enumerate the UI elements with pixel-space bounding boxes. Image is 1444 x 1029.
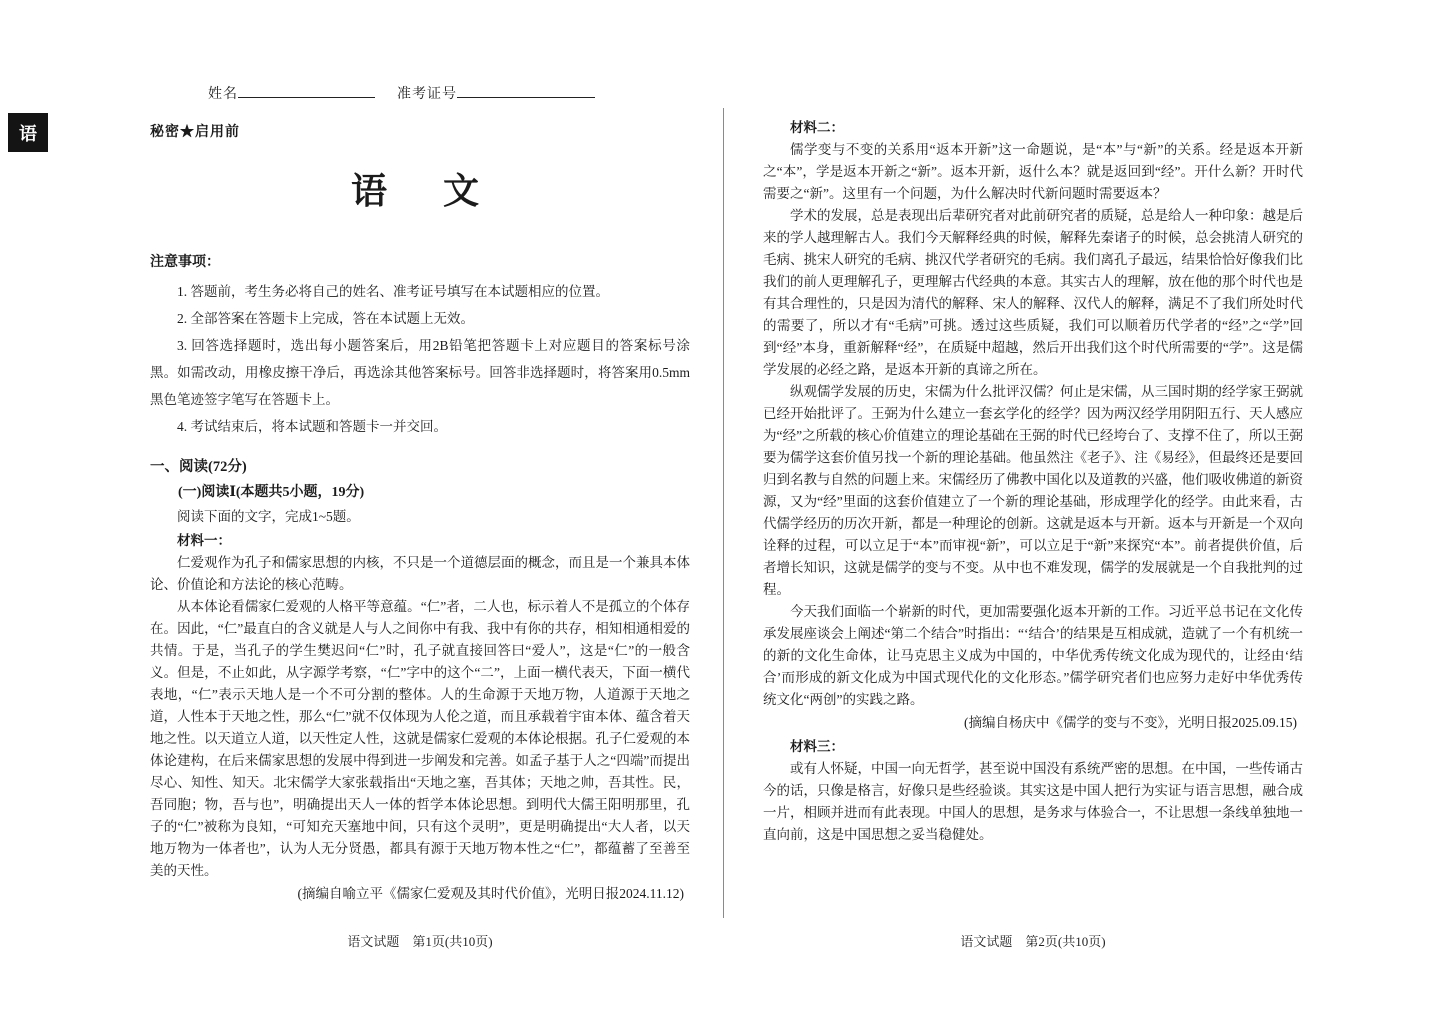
candidate-info-row	[208, 84, 690, 106]
material2-title: 材料二：	[790, 120, 844, 135]
paragraph: 3. 回答选择题时，选出每小题答案后，用2B铅笔把答题卡上对应题目的答案标号涂黑。如需改动，用橡皮擦干净后，再选涂其他答案标号。回答非选择题时，将答案用0.5mm黑色笔迹签字笔写在答题卡上。	[150, 338, 690, 407]
material1-title: 材料一：	[177, 533, 231, 548]
paragraph: 学术的发展，总是表现出后辈研究者对此前研究者的质疑，总是给人一种印象：越是后来的学人越理解古人。我们今天解释经典的时候，解释先秦诸子的时候，总会挑清人研究的毛病、挑宋人研究的毛病、挑汉代学者研究的毛病。我们离孔子最远，结果恰恰好像我们比我们的前人更理解孔子，更理解古代经典的本意。其实古人的理解，放在他的那个时代也是有其合理性的，只是因为清代的解释、宋人的解释、汉代人的解释，满足不了我们所处时代的需要了，所以才有“毛病”可挑。透过这些质疑，我们可以顺着历代学者的“经”之“学”回到“经”本身，重新解释“经”，在质疑中超越，然后开出我们这个时代所需要的“学”。这是儒学发展的必经之路，是返本开新的真谛之所在。	[763, 208, 1303, 377]
paragraph: 1. 答题前，考生务必将自己的姓名、准考证号填写在本试题相应的位置。	[177, 284, 609, 299]
notice-list	[150, 278, 690, 440]
paragraph: 仁爱观作为孔子和儒家思想的内核，不只是一个道德层面的概念，而且是一个兼具本体论、价值论和方法论的核心范畴。	[150, 555, 690, 592]
paragraph: 2. 全部答案在答题卡上完成，答在本试题上无效。	[177, 311, 474, 326]
page1-footer: 语文试题 第1页(共10页)	[347, 934, 493, 949]
material3-title: 材料三：	[790, 739, 844, 754]
section-heading-reading: 一、阅读(72分)	[150, 459, 247, 475]
secrecy-notice: 秘密★启用前	[150, 125, 240, 140]
subject-tab-label: 语	[19, 123, 37, 144]
reading-instruction: 阅读下面的文字，完成1~5题。	[177, 509, 360, 524]
subject-tab	[8, 113, 48, 152]
material1-source: (摘编自喻立平《儒家仁爱观及其时代价值》，光明日报2024.11.12)	[297, 886, 684, 901]
paragraph: 4. 考试结束后，将本试题和答题卡一并交回。	[177, 419, 447, 434]
paragraph: 今天我们面临一个崭新的时代，更加需要强化返本开新的工作。习近平总书记在文化传承发展座谈会上阐述“第二个结合”时指出：“‘结合’的结果是互相成就，造就了一个有机统一的新的文化生命体，让马克思主义成为中国的，中华优秀传统文化成为现代的，让经由‘结合’而形成的新文化成为中国式现代化的文化形态。”儒学研究者们也应努力走好中华优秀传统文化“两创”的实践之路。	[763, 604, 1303, 707]
paragraph: 纵观儒学发展的历史，宋儒为什么批评汉儒？何止是宋儒，从三国时期的经学家王弼就已经开始批评了。王弼为什么建立一套玄学化的经学？因为两汉经学用阴阳五行、天人感应为“经”之所载的核心价值建立的理论基础在王弼的时代已经垮台了、支撑不住了，所以王弼要为儒学这套价值另找一个新的理论基础。他虽然注《老子》、注《易经》，但最终还是要回归到名教与自然的问题上来。宋儒经历了佛教中国化以及道教的兴盛，他们吸收佛道的新资源，又为“经”里面的这套价值建立了一个新的理论基础，形成理学化的经学。由此来看，古代儒学经历的历次开新，都是一种理论的创新。这就是返本与开新。返本与开新是一个双向诠释的过程，可以立足于“本”而审视“新”，可以立足于“新”来探究“本”。前者提供价值，后者增长知识，这就是儒学的变与不变。从中也不难发现，儒学的发展就是一个自我批判的过程。	[763, 384, 1303, 597]
name-label: 姓名	[208, 87, 238, 102]
paragraph: 从本体论看儒家仁爱观的人格平等意蕴。“仁”者，二人也，标示着人不是孤立的个体存在。因此，“仁”最直白的含义就是人与人之间你中有我、我中有你的共存，相知相通相爱的共情。于是，当孔子的学生樊迟问“仁”时，孔子就直接回答曰“爱人”，这是“仁”的一般含义。但是，不止如此，从字源学考察，“仁”字中的这个“二”，上面一横代表天，下面一横代表地，“仁”表示天地人是一个不可分割的整体。人的生命源于天地万物，人道源于天地之道，人性本于天地之性，那么“仁”就不仅体现为人伦之道，而且承载着宇宙本体、蕴含着天地之性。以天道立人道，以天性定人性，这就是儒家仁爱观的本体论根据。孔子仁爱观的本体论建构，在后来儒家思想的发展中得到进一步阐发和完善。如孟子基于人之“四端”而提出尽心、知性、知天。北宋儒学大家张载指出“天地之塞，吾其体；天地之帅，吾其性。民，吾同胞；物，吾与也”，明确提出天人一体的哲学本体论思想。到明代大儒王阳明那里，孔子的“仁”被称为良知，“可知充天塞地中间，只有这个灵明”，更是明确提出“大人者，以天地万物为一体者也”，认为人无分贤愚，都具有源于天地万物本性之“仁”，都蕴蓄了至善至美的天性。	[150, 599, 690, 878]
page-2	[763, 116, 1303, 846]
paragraph: 儒学变与不变的关系用“返本开新”这一命题说，是“本”与“新”的关系。经是返本开新之“本”，学是返本开新之“新”。返本开新，返什么本？就是返回到“经”。开什么新？开时代需要之“新”。这里有一个问题，为什么解决时代新问题时需要返本？	[763, 142, 1303, 201]
material3-body	[763, 758, 1303, 846]
name-blank-line[interactable]	[238, 84, 375, 98]
ticket-blank-line[interactable]	[457, 84, 595, 98]
material2-body	[763, 139, 1303, 711]
subsection-heading-reading1: (一)阅读Ⅰ(本题共5小题，19分)	[178, 485, 365, 500]
notice-title: 注意事项：	[150, 255, 220, 270]
page-1	[150, 84, 690, 906]
page-divider	[723, 108, 724, 918]
exam-title: 语 文	[350, 171, 489, 211]
material2-source: (摘编自杨庆中《儒学的变与不变》，光明日报2025.09.15)	[964, 715, 1297, 730]
material1-body	[150, 552, 690, 882]
paragraph: 或有人怀疑，中国一向无哲学，甚至说中国没有系统严密的思想。在中国，一些传诵古今的话，只像是格言，好像只是些经验谈。其实这是中国人把行为实证与语言思想，融合成一片，相顾并进而有此表现。中国人的思想，是务求与体验合一，不让思想一条线单独地一直向前，这是中国思想之妥当稳健处。	[763, 761, 1303, 842]
page2-footer: 语文试题 第2页(共10页)	[960, 934, 1106, 949]
ticket-label: 准考证号	[397, 87, 457, 102]
